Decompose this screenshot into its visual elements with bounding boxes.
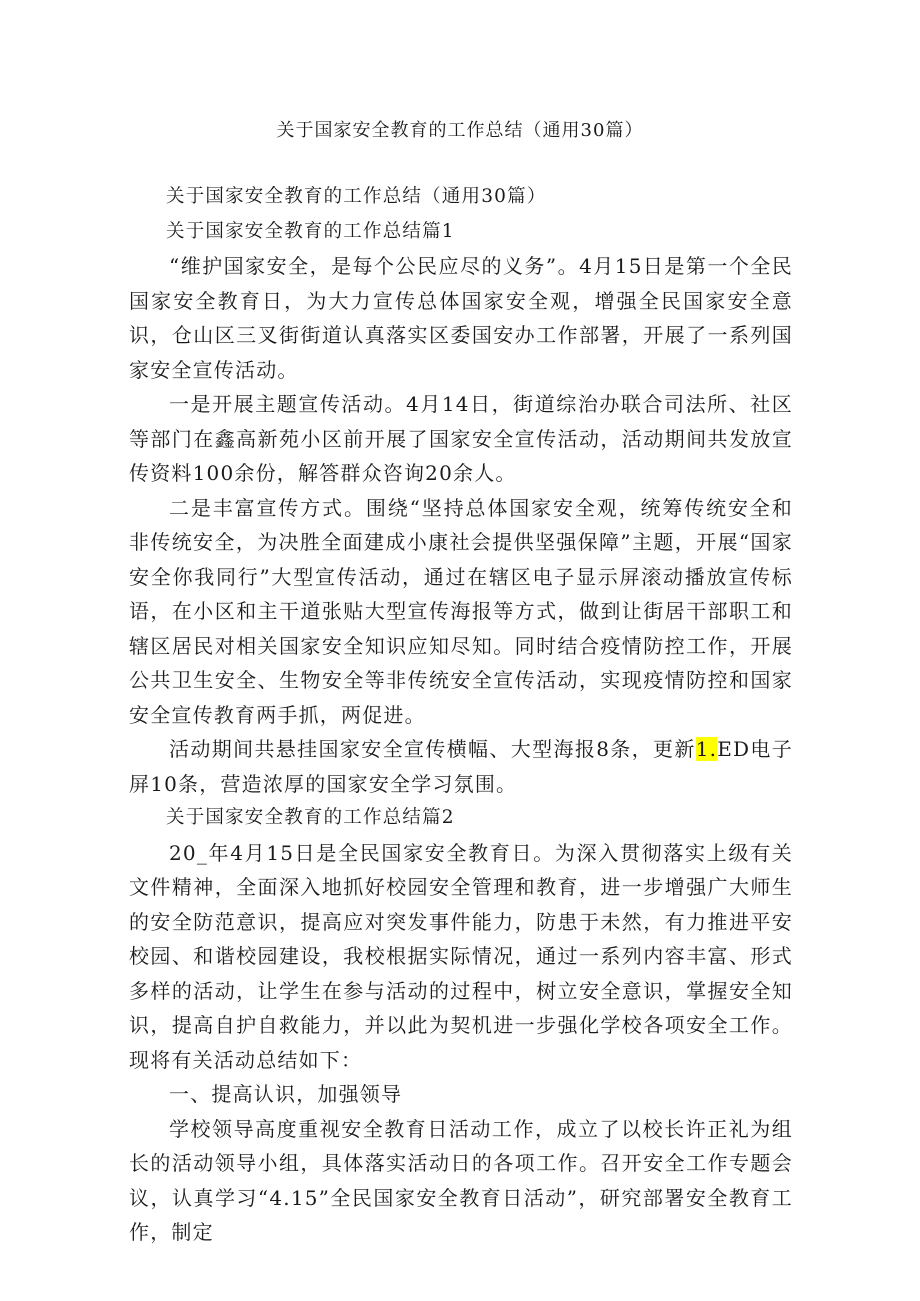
paragraph: 一是开展主题宣传活动。4月14日，街道综治办联合司法所、社区等部门在鑫高新苑小区前开展了国家安全宣传活动，活动期间共发放宣传资料100余份，解答群众咨询20余人。 [129, 392, 793, 485]
paragraph: 一、提高认识，加强领导 [169, 1082, 403, 1106]
text-before-highlight: 活动期间共悬挂国家安全宣传横幅、大型海报8条，更新 [169, 737, 696, 761]
section-heading-1: 关于国家安全教育的工作总结篇1 [166, 220, 455, 242]
paragraph-with-highlight [129, 732, 793, 801]
paragraph: 学校领导高度重视安全教育日活动工作，成立了以校长许正礼为组长的活动领导小组，具体落实活动日的各项工作。召开安全工作专题会议，认真学习“4.15”全民国家安全教育日活动”，研究部署安全教育工作，制定 [129, 1116, 793, 1244]
document-title: 关于国家安全教育的工作总结（通用30篇） [276, 120, 644, 141]
highlighted-text: 1. [695, 737, 718, 761]
paragraph: 二是丰富宣传方式。围绕“坚持总体国家安全观，统筹传统安全和非传统安全，为决胜全面建成小康社会提供坚强保障”主题，开展“国家安全你我同行”大型宣传活动，通过在辖区电子显示屏滚动播放宣传标语，在小区和主干道张贴大型宣传海报等方式，做到让街居干部职工和辖区居民对相关国家安全知识应知尽知。同时结合疫情防控工作，开展公共卫生安全、生物安全等非传统安全宣传活动，实现疫情防控和国家安全宣传教育两手抓，两促进。 [129, 495, 793, 727]
document-body [129, 180, 793, 1250]
text-after-highlight: ED电子屏10条，营造浓厚的国家安全学习氛围。 [129, 737, 793, 796]
paragraph: “维护国家安全，是每个公民应尽的义务”。4月15日是第一个全民国家安全教育日，为大力宣传总体国家安全观，增强全民国家安全意识，仓山区三叉街街道认真落实区委国安办工作部署，开展了一系列国家安全宣传活动。 [129, 254, 793, 382]
subtitle-heading: 关于国家安全教育的工作总结（通用30篇） [166, 186, 547, 207]
section-heading-2: 关于国家安全教育的工作总结篇2 [166, 807, 455, 828]
paragraph: 20_年4月15日是全民国家安全教育日。为深入贯彻落实上级有关文件精神，全面深入地抓好校园安全管理和教育，进一步增强广大师生的安全防范意识，提高应对突发事件能力，防患于未然，有力推进平安校园、和谐校园建设，我校根据实际情况，通过一系列内容丰富、形式多样的活动，让学生在参与活动的过程中，树立安全意识，掌握安全知识，提高自护自救能力，并以此为契机进一步强化学校各项安全工作。现将有关活动总结如下： [129, 840, 793, 1072]
